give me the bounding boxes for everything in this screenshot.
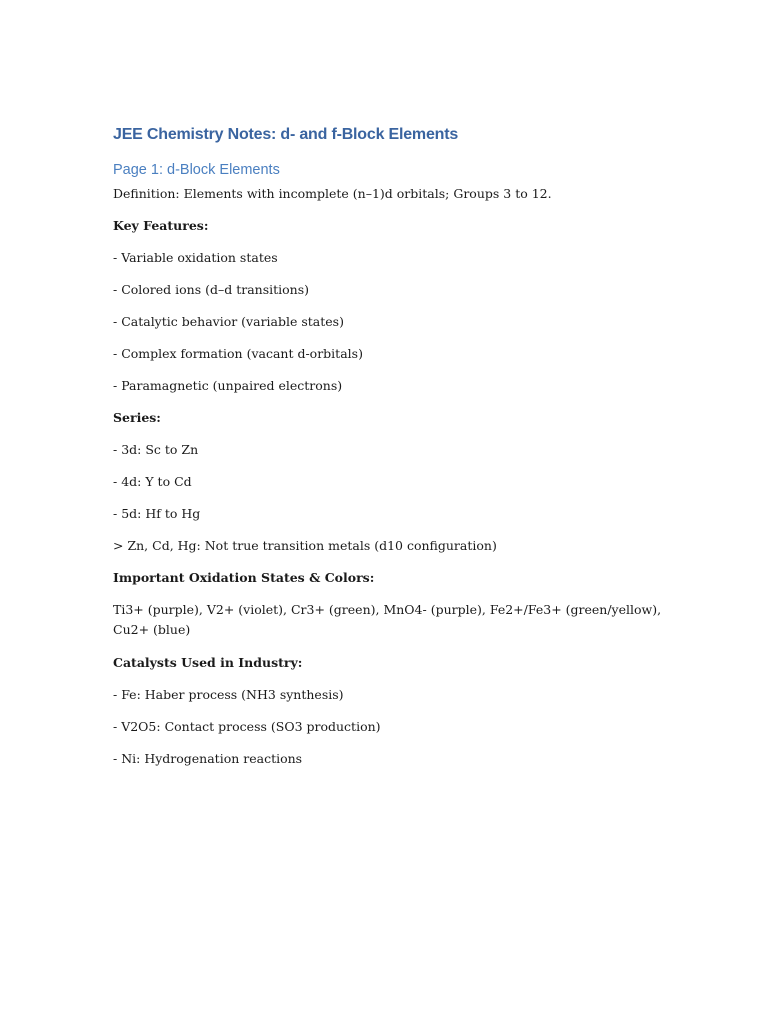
document-title: JEE Chemistry Notes: d- and f-Block Elements	[113, 126, 459, 143]
series-note: > Zn, Cd, Hg: Not true transition metals (d10 configuration)	[113, 538, 497, 553]
catalysts-heading: Catalysts Used in Industry:	[113, 655, 303, 670]
key-feature-item: - Variable oxidation states	[113, 250, 278, 265]
document-content	[113, 124, 673, 781]
catalyst-item: - Fe: Haber process (NH3 synthesis)	[113, 687, 344, 702]
series-item: - 4d: Y to Cd	[113, 474, 192, 489]
catalyst-item: - Ni: Hydrogenation reactions	[113, 751, 303, 766]
key-feature-item: - Paramagnetic (unpaired electrons)	[113, 378, 343, 393]
series-item: - 3d: Sc to Zn	[113, 442, 199, 457]
key-feature-item: - Catalytic behavior (variable states)	[113, 314, 344, 329]
key-feature-item: - Colored ions (d–d transitions)	[113, 282, 310, 297]
series-heading: Series:	[113, 410, 161, 425]
definition-text: Definition: Elements with incomplete (n–1)d orbitals; Groups 3 to 12.	[113, 186, 552, 201]
catalyst-item: - V2O5: Contact process (SO3 production)	[113, 719, 381, 734]
key-feature-item: - Complex formation (vacant d-orbitals)	[113, 346, 363, 361]
oxidation-states-heading: Important Oxidation States & Colors:	[113, 570, 375, 585]
section-heading-d-block: Page 1: d-Block Elements	[113, 162, 280, 178]
oxidation-states-text: Ti3+ (purple), V2+ (violet), Cr3+ (green), MnO4- (purple), Fe2+/Fe3+ (green/yellow), Cu2+ (blue)	[113, 602, 662, 637]
series-item: - 5d: Hf to Hg	[113, 506, 201, 521]
key-features-heading: Key Features:	[113, 218, 209, 233]
